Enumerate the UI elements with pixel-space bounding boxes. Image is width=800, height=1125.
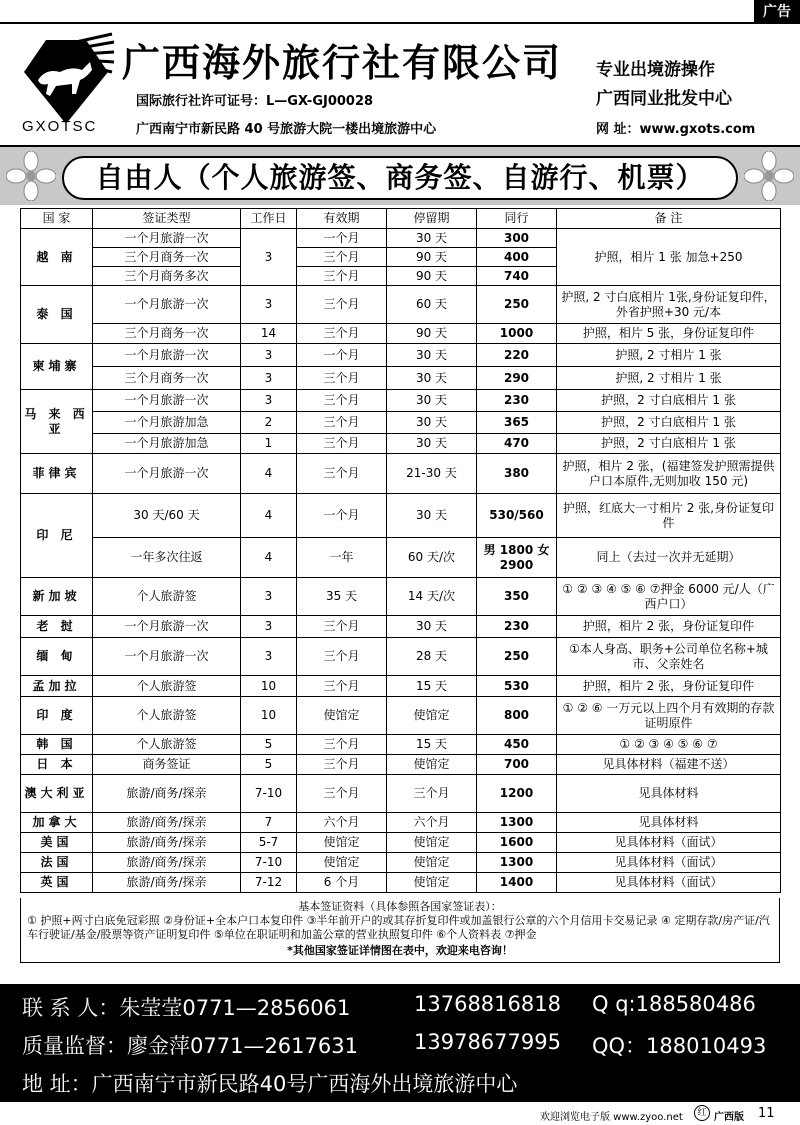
country-cell: 澳大利亚	[21, 775, 93, 813]
table-row	[21, 616, 781, 638]
edition-label: 广西版	[714, 1112, 744, 1123]
visa-type: 一个月旅游一次	[93, 286, 241, 324]
slogan-wholesale: 广西同业批发中心	[596, 89, 732, 109]
col-header: 国 家	[21, 209, 93, 229]
price: 1400	[477, 873, 557, 893]
footer-text: 欢迎浏览电子版 www.zyoo.net	[540, 1112, 683, 1123]
workdays: 5	[241, 755, 297, 775]
stay: 90 天	[387, 324, 477, 344]
visa-type: 个人旅游签	[93, 697, 241, 735]
price: 230	[477, 616, 557, 638]
remark: 见具体材料（面试）	[557, 873, 781, 893]
workdays: 3	[241, 638, 297, 676]
workdays: 3	[241, 344, 297, 367]
workdays: 3	[241, 286, 297, 324]
country-cell: 缅 甸	[21, 638, 93, 676]
price: 350	[477, 578, 557, 616]
contact-panel	[0, 984, 800, 1102]
table-row	[21, 229, 781, 248]
workdays: 7	[241, 813, 297, 833]
flower-icon	[744, 151, 794, 201]
validity: 三个月	[297, 775, 387, 813]
page-footer	[0, 1103, 800, 1125]
remark: 见具体材料（福建不送）	[557, 755, 781, 775]
validity: 三个月	[297, 638, 387, 676]
country-cell: 印 度	[21, 697, 93, 735]
price: 220	[477, 344, 557, 367]
supervisor-qq[interactable]: QQ：188010493	[592, 1034, 767, 1058]
price: 250	[477, 286, 557, 324]
visa-type: 一个月旅游一次	[93, 638, 241, 676]
table-row	[21, 833, 781, 853]
col-header: 停留期	[387, 209, 477, 229]
table-row	[21, 735, 781, 755]
remark: 护照，2 寸白底相片 1 张	[557, 434, 781, 454]
contact-address: 地 址：广西南宁市新民路40号广西海外出境旅游中心	[22, 1072, 518, 1096]
table-row	[21, 286, 781, 324]
remark: 护照, 2 寸相片 1 张	[557, 367, 781, 390]
visa-type: 一个月旅游一次	[93, 229, 241, 248]
visa-type: 三个月商务一次	[93, 248, 241, 267]
remark: 护照，2 寸白底相片 1 张	[557, 390, 781, 412]
stay: 使馆定	[387, 697, 477, 735]
validity: 使馆定	[297, 833, 387, 853]
stay: 使馆定	[387, 873, 477, 893]
price: 380	[477, 454, 557, 494]
visa-type: 三个月商务一次	[93, 367, 241, 390]
validity: 三个月	[297, 755, 387, 775]
table-header-row	[21, 209, 781, 229]
workdays: 10	[241, 697, 297, 735]
visa-type: 三个月商务多次	[93, 267, 241, 286]
country-cell: 美国	[21, 833, 93, 853]
table-row	[21, 676, 781, 697]
stay: 30 天	[387, 344, 477, 367]
price: 700	[477, 755, 557, 775]
basics-body: ① 护照+两寸白底免冠彩照 ②身份证+全本户口本复印件 ③半年前开户的或其存折复印件或加盖银行公章的六个月信用卡交易记录 ④ 定期存款/房产证/汽车行驶证/基金/股票等资产证明复印件 ⑤单位在职证明和加盖公章的营业执照复印件 ⑥个人资料表 ⑦押金	[27, 914, 770, 941]
website-link[interactable]: 网 址：www.gxots.com	[596, 122, 756, 137]
visa-type: 一个月旅游一次	[93, 344, 241, 367]
stay: 30 天	[387, 412, 477, 434]
visa-type: 商务签证	[93, 755, 241, 775]
remark: 护照，红底大一寸相片 2 张,身份证复印件	[557, 494, 781, 538]
validity: 三个月	[297, 454, 387, 494]
table-row	[21, 697, 781, 735]
contact-qq[interactable]: Q q:188580486	[592, 992, 756, 1016]
ad-tag: 广告	[754, 0, 800, 24]
country-cell: 韩 国	[21, 735, 93, 755]
table-row	[21, 324, 781, 344]
contact-person: 联 系 人：朱莹莹0771—2856061	[22, 996, 351, 1020]
horse-logo-icon	[16, 32, 116, 132]
validity: 35 天	[297, 578, 387, 616]
validity: 三个月	[297, 735, 387, 755]
table-row	[21, 390, 781, 412]
remark: 护照，相片 2 张，身份证复印件	[557, 676, 781, 697]
title-banner	[0, 145, 800, 205]
country-cell: 英国	[21, 873, 93, 893]
header-address: 广西南宁市新民路 40 号旅游大院一楼出境旅游中心	[136, 122, 437, 137]
table-row	[21, 578, 781, 616]
remark: 见具体材料（面试）	[557, 853, 781, 873]
remark: ① ② ③ ④ ⑤ ⑥ ⑦押金 6000 元/人（广西户口）	[557, 578, 781, 616]
remark: 同上（去过一次并无延期）	[557, 538, 781, 578]
validity: 三个月	[297, 367, 387, 390]
workdays: 7-10	[241, 775, 297, 813]
workdays: 5	[241, 735, 297, 755]
country-cell: 新加坡	[21, 578, 93, 616]
stay: 30 天	[387, 367, 477, 390]
table-row	[21, 412, 781, 434]
validity: 三个月	[297, 267, 387, 286]
visa-type: 一个月旅游一次	[93, 454, 241, 494]
supervisor-mobile[interactable]: 13978677995	[414, 1030, 561, 1054]
country-cell: 加拿大	[21, 813, 93, 833]
workdays: 5-7	[241, 833, 297, 853]
visa-type: 旅游/商务/探亲	[93, 853, 241, 873]
page-number: 11	[758, 1106, 775, 1121]
validity: 三个月	[297, 324, 387, 344]
visa-type: 个人旅游签	[93, 578, 241, 616]
country-cell: 越 南	[21, 229, 93, 286]
country-cell: 柬埔寨	[21, 344, 93, 390]
workdays: 1	[241, 434, 297, 454]
table-row	[21, 494, 781, 538]
remark: 护照，相片 2 张，(福建签发护照需提供户口本原件,无则加收 150 元)	[557, 454, 781, 494]
stay: 30 天	[387, 390, 477, 412]
banner-title: 自由人（个人旅游签、商务签、自游行、机票）	[62, 156, 738, 200]
visa-type: 旅游/商务/探亲	[93, 813, 241, 833]
table-row	[21, 638, 781, 676]
remark: 护照，相片 1 张 加急+250	[557, 229, 781, 286]
stay: 90 天	[387, 267, 477, 286]
workdays: 3	[241, 367, 297, 390]
table-row	[21, 344, 781, 367]
table-row	[21, 873, 781, 893]
stay: 30 天	[387, 434, 477, 454]
visa-type: 一年多次往返	[93, 538, 241, 578]
visa-type: 一个月旅游一次	[93, 390, 241, 412]
price: 530	[477, 676, 557, 697]
basics-title: 基本签证资料（具体参照各国家签证表）：	[298, 900, 502, 913]
stay: 使馆定	[387, 853, 477, 873]
validity: 三个月	[297, 248, 387, 267]
visa-type: 个人旅游签	[93, 676, 241, 697]
remark: 见具体材料（面试）	[557, 833, 781, 853]
validity: 六个月	[297, 813, 387, 833]
validity: 一年	[297, 538, 387, 578]
validity: 使馆定	[297, 697, 387, 735]
validity: 三个月	[297, 676, 387, 697]
table-row	[21, 755, 781, 775]
workdays: 3	[241, 229, 297, 286]
visa-table	[20, 208, 781, 893]
remark: 护照, 2 寸白底相片 1张,身份证复印件，外省护照+30 元/本	[557, 286, 781, 324]
price: 365	[477, 412, 557, 434]
stay: 30 天	[387, 494, 477, 538]
price: 250	[477, 638, 557, 676]
remark: 护照，相片 2 张，身份证复印件	[557, 616, 781, 638]
workdays: 4	[241, 538, 297, 578]
stay: 使馆定	[387, 755, 477, 775]
contact-mobile[interactable]: 13768816818	[414, 992, 561, 1016]
workdays: 3	[241, 578, 297, 616]
country-cell: 孟加拉	[21, 676, 93, 697]
stay: 21-30 天	[387, 454, 477, 494]
validity: 一个月	[297, 344, 387, 367]
workdays: 2	[241, 412, 297, 434]
workdays: 7-10	[241, 853, 297, 873]
visa-type: 旅游/商务/探亲	[93, 873, 241, 893]
validity: 6 个月	[297, 873, 387, 893]
stay: 三个月	[387, 775, 477, 813]
workdays: 10	[241, 676, 297, 697]
stay: 30 天	[387, 616, 477, 638]
remark: 见具体材料	[557, 775, 781, 813]
price: 男 1800 女 2900	[477, 538, 557, 578]
col-header: 签证类型	[93, 209, 241, 229]
red-badge-icon: 红	[694, 1105, 710, 1121]
stay: 90 天	[387, 248, 477, 267]
stay: 28 天	[387, 638, 477, 676]
table-row	[21, 367, 781, 390]
country-cell: 泰 国	[21, 286, 93, 344]
stay: 14 天/次	[387, 578, 477, 616]
visa-type: 旅游/商务/探亲	[93, 833, 241, 853]
workdays: 4	[241, 494, 297, 538]
price: 470	[477, 434, 557, 454]
price: 1300	[477, 853, 557, 873]
table-row	[21, 454, 781, 494]
license-number: 国际旅行社许可证号：L—GX-GJ00028	[136, 94, 374, 109]
stay: 60 天	[387, 286, 477, 324]
workdays: 4	[241, 454, 297, 494]
table-row	[21, 853, 781, 873]
col-header: 同行	[477, 209, 557, 229]
flower-icon	[6, 151, 56, 201]
remark: 见具体材料	[557, 813, 781, 833]
company-name: 广西海外旅行社有限公司	[122, 40, 563, 85]
workdays: 3	[241, 390, 297, 412]
country-cell: 日 本	[21, 755, 93, 775]
basic-requirements	[20, 898, 780, 963]
price: 530/560	[477, 494, 557, 538]
validity: 一个月	[297, 494, 387, 538]
col-header: 备 注	[557, 209, 781, 229]
stay: 30 天	[387, 229, 477, 248]
price: 400	[477, 248, 557, 267]
country-cell: 老 挝	[21, 616, 93, 638]
validity: 三个月	[297, 286, 387, 324]
visa-type: 一个月旅游加急	[93, 412, 241, 434]
country-cell: 菲律宾	[21, 454, 93, 494]
workdays: 7-12	[241, 873, 297, 893]
validity: 三个月	[297, 616, 387, 638]
remark: ①本人身高、职务+公司单位名称+城市、父亲姓名	[557, 638, 781, 676]
visa-type: 个人旅游签	[93, 735, 241, 755]
validity: 三个月	[297, 412, 387, 434]
stay: 使馆定	[387, 833, 477, 853]
stay: 15 天	[387, 676, 477, 697]
col-header: 有效期	[297, 209, 387, 229]
slogan-outbound: 专业出境游操作	[596, 60, 715, 80]
remark: 护照，相片 5 张，身份证复印件	[557, 324, 781, 344]
price: 1200	[477, 775, 557, 813]
price: 740	[477, 267, 557, 286]
col-header: 工作日	[241, 209, 297, 229]
stay: 六个月	[387, 813, 477, 833]
table-row	[21, 538, 781, 578]
visa-type: 旅游/商务/探亲	[93, 775, 241, 813]
price: 1600	[477, 833, 557, 853]
remark: 护照, 2 寸相片 1 张	[557, 344, 781, 367]
country-cell: 法国	[21, 853, 93, 873]
stay: 15 天	[387, 735, 477, 755]
price: 230	[477, 390, 557, 412]
basics-footnote: *其他国家签证详情图在表中，欢迎来电咨询！	[287, 944, 513, 957]
country-cell: 马 来 西 亚	[21, 390, 93, 454]
table-row	[21, 434, 781, 454]
price: 450	[477, 735, 557, 755]
price: 300	[477, 229, 557, 248]
table-row	[21, 813, 781, 833]
workdays: 3	[241, 616, 297, 638]
table-row	[21, 775, 781, 813]
visa-type: 三个月商务一次	[93, 324, 241, 344]
price: 800	[477, 697, 557, 735]
top-rule	[0, 22, 760, 24]
price: 1300	[477, 813, 557, 833]
visa-type: 一个月旅游加急	[93, 434, 241, 454]
validity: 一个月	[297, 229, 387, 248]
validity: 三个月	[297, 434, 387, 454]
price: 290	[477, 367, 557, 390]
remark: ① ② ③ ④ ⑤ ⑥ ⑦	[557, 735, 781, 755]
logo-text: GXOTSC	[22, 118, 98, 135]
validity: 三个月	[297, 390, 387, 412]
visa-type: 一个月旅游一次	[93, 616, 241, 638]
validity: 使馆定	[297, 853, 387, 873]
workdays: 14	[241, 324, 297, 344]
remark: ① ② ⑥ 一万元以上四个月有效期的存款证明原件	[557, 697, 781, 735]
stay: 60 天/次	[387, 538, 477, 578]
price: 1000	[477, 324, 557, 344]
quality-supervisor: 质量监督：廖金萍0771—2617631	[22, 1034, 358, 1058]
visa-type: 30 天/60 天	[93, 494, 241, 538]
country-cell: 印 尼	[21, 494, 93, 578]
remark: 护照，2 寸白底相片 1 张	[557, 412, 781, 434]
